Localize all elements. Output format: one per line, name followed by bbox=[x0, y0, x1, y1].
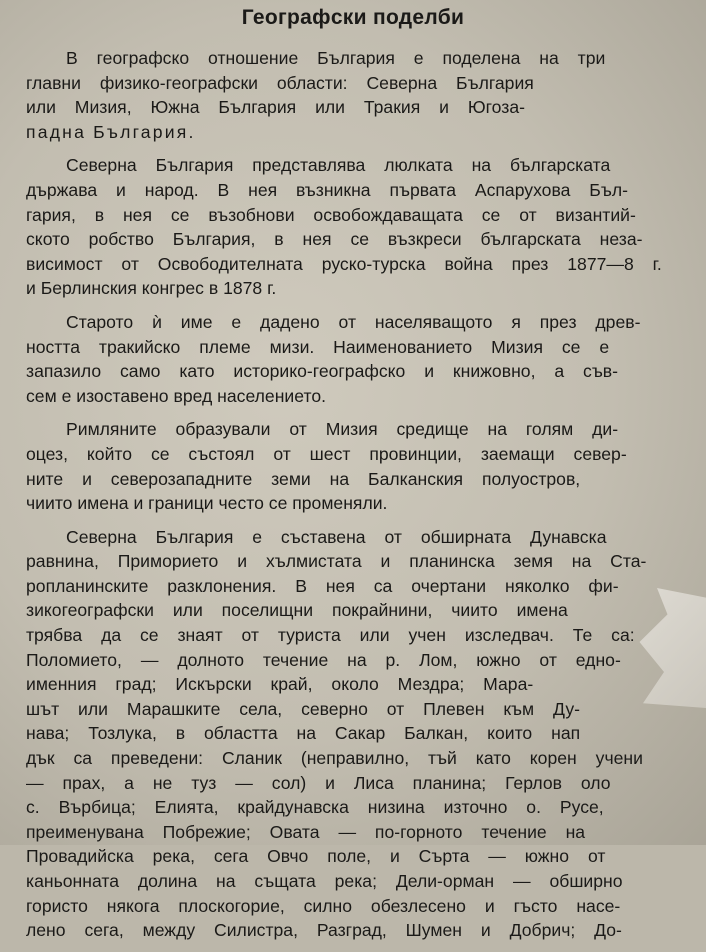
text-line: с. Върбица; Елията, крайдунавска низина източно о. Русе, bbox=[26, 797, 604, 818]
paragraph-4 bbox=[26, 417, 690, 515]
text-line: каньонната долина на същата река; Дели-орман — обширно bbox=[26, 871, 623, 891]
text-line: Северна България представлява люлката на българската bbox=[66, 155, 611, 176]
page-title: Географски поделби bbox=[241, 6, 465, 29]
text-line: запазило само като историко-географско и книжовно, а съв- bbox=[26, 361, 619, 382]
text-line: нава; Тозлука, в областта на Сакар Балкан, които нап bbox=[26, 723, 581, 744]
text-body bbox=[26, 46, 690, 952]
text-line: висимост от Освободителната руско-турска война през 1877—8 г. bbox=[26, 253, 662, 274]
text-line: падна България. bbox=[26, 121, 196, 142]
text-line: и Берлинския конгрес в 1878 г. bbox=[26, 278, 277, 299]
text-line: — прах, а не туз — сол) и Лиса планина; Герлов оло bbox=[26, 772, 611, 793]
text-line: гористо някога плоскогорие, силно обезлесено и гъсто насе- bbox=[26, 895, 621, 916]
text-line: оцез, който се състоял от шест провинции, заемащи север- bbox=[26, 443, 627, 464]
text-line: именния град; Искърски край, около Мездра; Мара- bbox=[26, 674, 534, 695]
text-line: главни физико-географски области: Северна България bbox=[26, 72, 534, 93]
text-line: зикогеографски или поселищни покрайнини, чиито имена bbox=[26, 600, 568, 621]
text-line: Северна България е съставена от обширната Дунавска bbox=[66, 526, 607, 547]
text-line: Старото ѝ име е дадено от населяващото я през древ- bbox=[66, 311, 641, 332]
text-line: дък са преведени: Сланик (неправилно, тъй като корен учени bbox=[26, 748, 643, 769]
text-line: трябва да се знаят от туриста или учен изследвач. Те са: bbox=[26, 625, 635, 646]
text-line: В географско отношение България е поделена на три bbox=[66, 48, 606, 68]
text-line: ропланинските разклонения. В нея са очертани няколко фи- bbox=[26, 575, 619, 596]
paragraph-3 bbox=[26, 310, 690, 408]
paragraph-2 bbox=[26, 153, 690, 301]
text-line: Поломието, — долното течение на р. Лом, южно от едно- bbox=[26, 649, 621, 670]
text-line: равнина, Приморието и хълмистата и планинска земя на Ста- bbox=[26, 551, 647, 572]
text-line: или Мизия, Южна България или Тракия и Югоза- bbox=[26, 97, 525, 118]
text-line: Римляните образували от Мизия средище на голям ди- bbox=[66, 419, 619, 440]
text-line: Провадийска река, сега Овчо поле, и Сърта — южно от bbox=[26, 846, 606, 867]
text-line: гария, в нея се възобнови освобождаващата се от византий- bbox=[26, 204, 636, 225]
text-line: ните и северозападните земи на Балканския полуостров, bbox=[26, 468, 581, 489]
text-line: сем е изоставено вред населението. bbox=[26, 385, 326, 406]
text-line: преименувана Побрежие; Овата — по-горното течение на bbox=[26, 821, 586, 842]
text-line: ността тракийско племе мизи. Наименованието Мизия се е bbox=[26, 336, 610, 357]
text-line: шът или Марашките села, северно от Плевен към Ду- bbox=[26, 698, 580, 719]
text-line: чиито имена и граници често се променяли. bbox=[26, 493, 388, 514]
paragraph-1 bbox=[26, 46, 690, 144]
text-line: ското робство България, в нея се възкреси българската неза- bbox=[26, 229, 643, 250]
text-line: държава и народ. В нея възникна първата Аспарухова Бъл- bbox=[26, 179, 628, 200]
paragraph-5 bbox=[26, 525, 690, 943]
text-line: лено сега, между Силистра, Разград, Шумен и Добрич; До- bbox=[26, 920, 622, 941]
